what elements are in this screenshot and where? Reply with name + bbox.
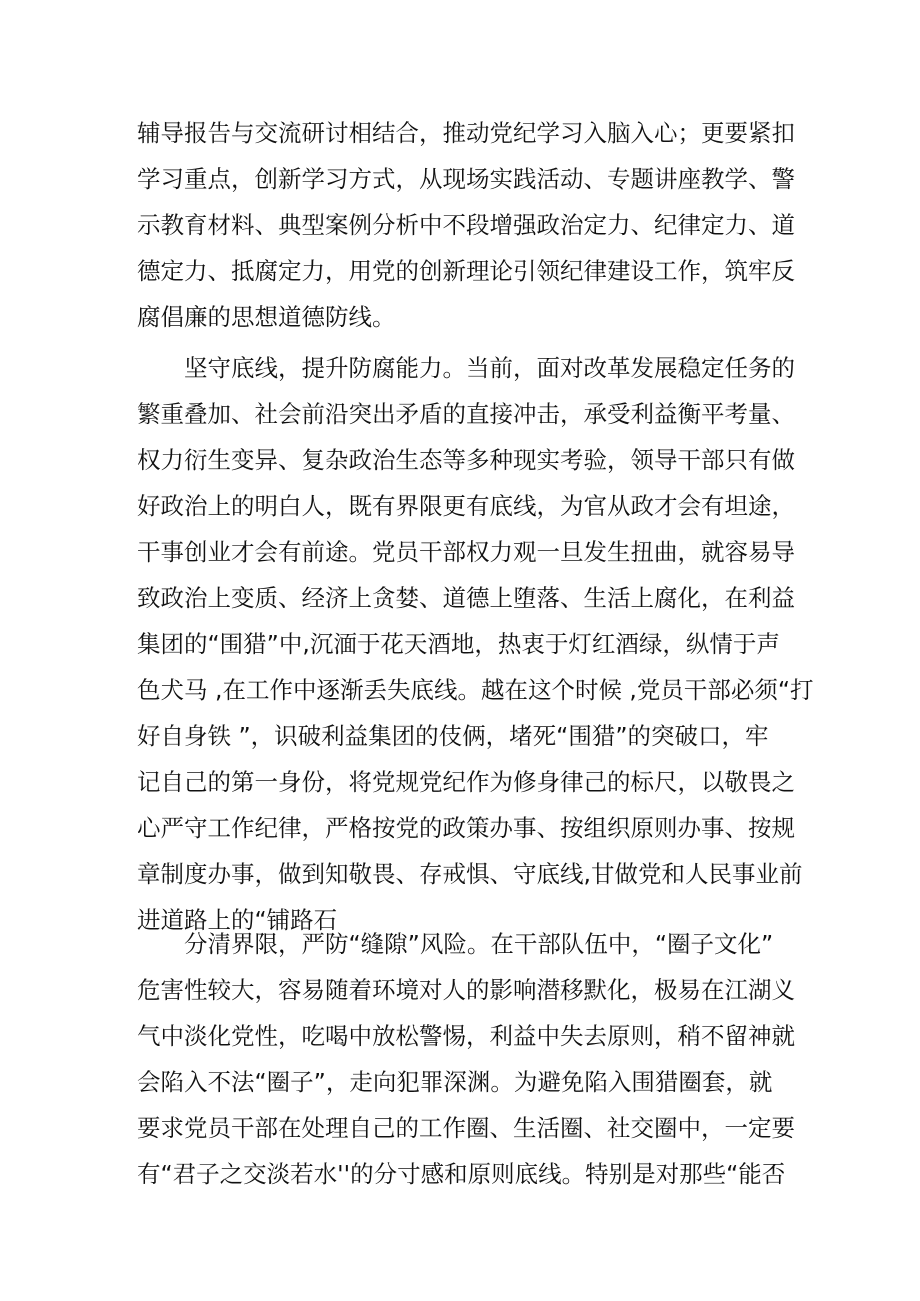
paragraph-1 xyxy=(137,110,797,340)
paragraph-line: 德定力、抵腐定力，用党的创新理论引领纪律建设工作，筑牢反 xyxy=(137,257,795,285)
paragraph-line: 干事创业才会有前途。党员干部权力观一旦发生扭曲，就容易导 xyxy=(137,538,795,566)
paragraph-line: 示教育材料、典型案例分析中不段增强政治定力、纪律定力、道 xyxy=(137,211,795,239)
paragraph-line: 权力衍生变异、复杂政治生态等多种现实考验，领导干部只有做 xyxy=(137,446,795,474)
paragraph-line: 辅导报告与交流研讨相结合，推动党纪学习入脑入心；更要紧扣 xyxy=(137,119,795,147)
paragraph-line: 集团的“围猎”中,沉湎于花天酒地，热衷于灯红酒绿，纵情于声 xyxy=(137,630,780,658)
paragraph-line: 腐倡廉的思想道德防线。 xyxy=(137,303,396,331)
paragraph-line: 繁重叠加、社会前沿突出矛盾的直接冲击，承受利益衡平考量、 xyxy=(137,400,795,428)
paragraph-line: 心严守工作纪律，严格按党的政策办事、按组织原则办事、按规 xyxy=(137,814,795,842)
paragraph-line: 进道路上的“铺路石 xyxy=(137,906,338,934)
paragraph-line: 章制度办事，做到知敬畏、存戒惧、守底线,甘做党和人民事业前 xyxy=(137,860,803,888)
paragraph-line: 记自己的第一身份，将党规党纪作为修身律己的标尺，以敬畏之 xyxy=(137,768,795,796)
paragraph-line: 好政治上的明白人，既有界限更有底线，为官从政才会有坦途， xyxy=(137,492,795,520)
paragraph-line: 危害性较大，容易随着环境对人的影响潜移默化，极易在江湖义 xyxy=(137,976,795,1004)
paragraph-line: 学习重点，创新学习方式，从现场实践活动、专题讲座教学、警 xyxy=(137,165,795,193)
paragraph-line: 气中淡化党性，吃喝中放松警惕，利益中失去原则，稍不留神就 xyxy=(137,1022,795,1050)
paragraph-line: 有“君子之交淡若水''的分寸感和原则底线。特别是对那些“能否 xyxy=(137,1160,786,1188)
paragraph-line: 会陷入不法“圈子”，走向犯罪深渊。为避免陷入围猎圈套，就 xyxy=(137,1068,773,1096)
paragraph-line: 好自身铁 ”，识破利益集团的伎俩，堵死“围猎”的突破口，牢 xyxy=(137,722,769,750)
paragraph-line: 色犬马 ,在工作中逐渐丢失底线。越在这个时候 ,党员干部必须“打 xyxy=(137,676,814,704)
paragraph-line: 致政治上变质、经济上贪婪、道德上堕落、生活上腐化，在利益 xyxy=(137,584,795,612)
paragraph-3 xyxy=(137,921,797,1197)
paragraph-line: 分清界限，严防“缝隙”风险。在干部队伍中，“圈子文化” xyxy=(184,930,774,958)
paragraph-line: 要求党员干部在处理自己的工作圈、生活圈、社交圈中，一定要 xyxy=(137,1114,795,1142)
paragraph-line: 坚守底线，提升防腐能力。当前，面对改革发展稳定任务的 xyxy=(184,354,795,382)
paragraph-2 xyxy=(137,345,814,943)
